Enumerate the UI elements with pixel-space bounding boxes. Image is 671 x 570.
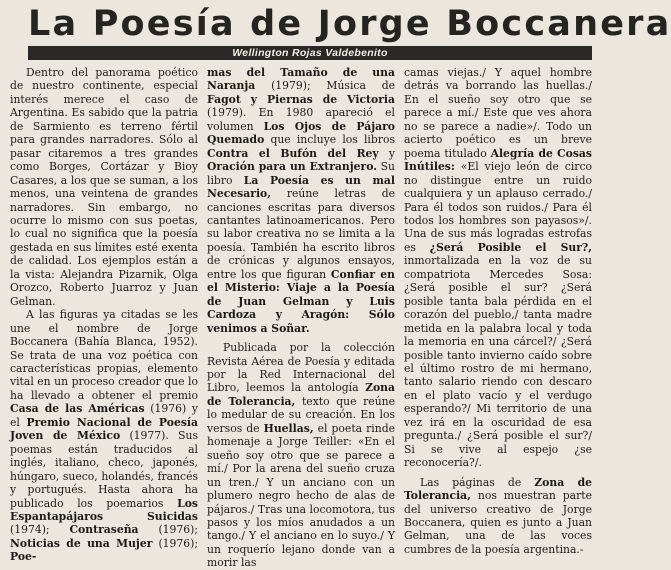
body-text: A las figuras ya citadas se les une el nombre de Jorge Boccanera (Bahía Blanca, 1952). Se trata de una voz poética con características propias, elemento vital en un proceso creador que lo ha llevado a obtener el premio — [10, 308, 198, 402]
body-text: y — [378, 146, 395, 160]
body-text: que incluye los libros — [264, 133, 395, 147]
author-byline: Wellington Rojas Valdebenito — [28, 46, 592, 60]
body-text: (1976); — [152, 536, 198, 550]
body-text: «El viejo león de circo no distingue entre un ruido cualquiera y un aplauso cerrado./ Para él todos son ruidos./ Para él todos los hombres son payasos»/. Una de sus más logradas estrofas es — [404, 160, 592, 254]
paragraph — [10, 66, 198, 308]
column-2 — [207, 66, 395, 570]
bold-title-text: Confiar en el Misterio: Viaje a la Poesía de Juan Gelman y Luis Cardoza y Aragón: Sólo venimos a Soñar. — [207, 267, 395, 335]
article-body — [10, 66, 592, 570]
paragraph — [404, 66, 592, 470]
body-text: (1977). Sus poemas están traducidos al inglés, italiano, checo, japonés, húngaro, sueco, holandés, francés y portugués. Hasta ahora ha publicado los poemarios — [10, 429, 198, 510]
bold-title-text: Poe- — [10, 550, 37, 564]
body-text: (1976) y el — [10, 402, 198, 429]
bold-title-text: Oración para un Extranjero. — [207, 160, 378, 174]
body-text: Su libro — [207, 160, 395, 187]
bold-title-text: Zona de Tolerancia, — [207, 381, 395, 408]
column-1 — [10, 66, 198, 570]
paragraph — [404, 476, 592, 557]
bold-title-text: Fagot y Piernas de Victoria — [207, 92, 395, 106]
bold-title-text: mas del Tamaño de una Naranja — [207, 66, 395, 93]
body-text: (1979). En 1980 apareció el volumen — [207, 106, 395, 133]
bold-title-text: Noticias de una Mujer — [10, 536, 153, 550]
bold-title-text: Los Ojos de Pájaro Quemado — [207, 119, 395, 147]
body-text: (1974); — [10, 523, 70, 537]
bold-title-text: Los Espantapájaros Suicidas — [10, 496, 198, 523]
body-text: texto que reúne lo medular de su creación. En los versos de — [207, 394, 395, 435]
body-text: Las páginas de — [420, 475, 535, 489]
bold-title-text: ¿Será Posible el Sur?, — [429, 240, 592, 254]
paragraph — [207, 66, 395, 335]
bold-title-text: Zona de Tolerancia, — [404, 475, 592, 503]
paragraph — [10, 308, 198, 564]
paragraph — [207, 341, 395, 570]
body-text: el poeta rinde homenaje a Jorge Teiller: «En el sueño soy otro que se parece a mí./ Por la arena del sueño cruza un tren./ Y un anciano con un plumero negro hecho de alas de pájaros./ Tras una locomotora, tus pasos y los míos anudados a un tango./ Y el anciano en lo suyo./ Y un roquerío lejano donde van a morir las — [207, 421, 395, 570]
body-text: reúne letras de canciones escritas para diversos cantantes latinoamericanos. Pero su labor creativa no se limita a la poesía. También ha escrito libros de crónicas y algunos ensayos, entre los que figuran — [207, 187, 395, 281]
body-text: (1979); Música de — [255, 79, 395, 93]
bold-title-text: Huellas, — [263, 421, 314, 435]
body-text: (1976); — [138, 523, 198, 537]
body-text: Publicada por la colección Revista Aérea de Poesía y editada por la Red Internacional del Libro, leemos la antología — [207, 341, 395, 395]
body-text: nos muestran parte del universo creativo de Jorge Boccanera, quien es junto a Juan Gelman, una de las voces cumbres de la poesía argentina.- — [404, 489, 592, 556]
bold-title-text: Casa de las Américas — [10, 402, 145, 416]
body-text: Dentro del panorama poético de nuestro continente, especial interés merece el caso de Argentina. Es sabido que la patria de Sarmiento es terreno fértil para grandes narradores. Sólo al pasar citaremos a tres grandes como Borges, Cortázar y Bioy Casares, a los que se suman, a los menos, una veintena de grandes narradores. Sin embargo, no ocurre lo mismo con sus poetas, lo cual no significa que la poesía gestada en sus límites esté exenta de calidad. Los ejemplos están a la vista: Alejandra Pizarnik, Olga Orozco, Roberto Juarroz y Juan Gelman. — [10, 66, 198, 308]
bold-title-text: Premio Nacional de Poesía Joven de México — [10, 415, 198, 443]
article-headline: La Poesía de Jorge Boccanera — [28, 4, 671, 44]
bold-title-text: Contraseña — [69, 523, 139, 537]
bold-title-text: La Poesía es un mal Necesario, — [207, 173, 395, 201]
bold-title-text: Alegría de Cosas Inútiles: — [404, 146, 592, 174]
bold-title-text: Contra el Bufón del Rey — [207, 146, 379, 160]
column-3 — [404, 66, 592, 570]
body-text: camas viejas./ Y aquel hombre detrás va borrando las huellas./ En el sueño soy otro que se parece a mí./ Este que ves ahora no se parece a nadie»/. Todo un acierto poético es un breve poema titulado — [404, 66, 592, 160]
body-text: inmortalizada en la voz de su compatriota Mercedes Sosa: ¿Será posible el sur? ¿Será posible tanta bala pérdida en el corazón del pueblo,/ tanta madre metida en la palabra local y toda la memoria en una cárcel?/ ¿Será posible tanto invierno caído sobre el último rostro de mi hermano, tanto salario riendo con descaro en el plato vacío y el verdugo esperando?/ Mi territorio de una vez irá en la oscuridad de esa pregunta./ ¿Será posible el sur?/ Si se vive al espejo ¿se reconocería?/. — [404, 254, 592, 470]
